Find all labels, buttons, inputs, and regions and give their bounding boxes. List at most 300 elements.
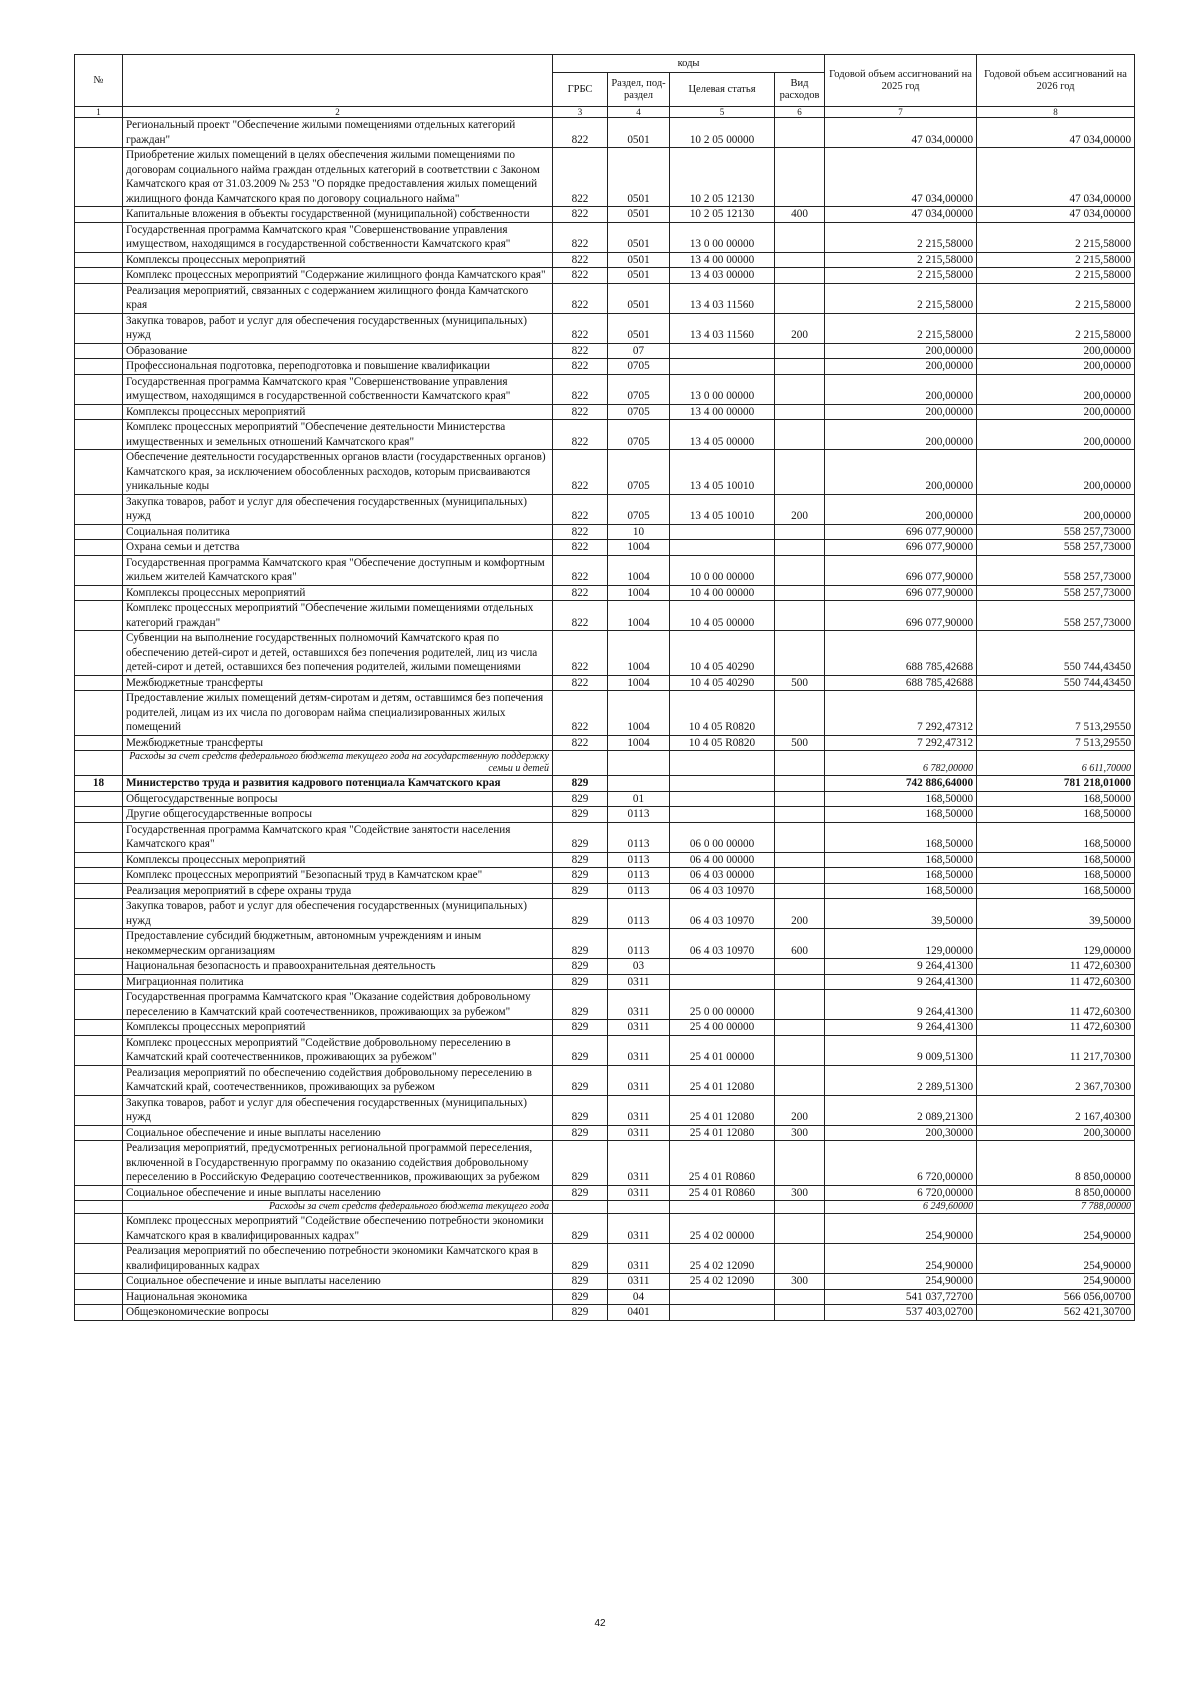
col-number: 7 xyxy=(825,107,977,118)
row-target-article: 25 4 01 R0860 xyxy=(670,1141,775,1186)
table-row xyxy=(75,1095,1135,1125)
row-amount-2026: 8 850,00000 xyxy=(977,1185,1135,1201)
row-target-article xyxy=(670,959,775,975)
row-amount-2026: 11 472,60300 xyxy=(977,990,1135,1020)
row-number xyxy=(75,207,123,223)
row-target-article xyxy=(670,359,775,375)
row-name: Национальная безопасность и правоохранительная деятельность xyxy=(123,959,553,975)
row-number xyxy=(75,852,123,868)
row-amount-2025: 688 785,42688 xyxy=(825,631,977,676)
row-amount-2025: 200,00000 xyxy=(825,359,977,375)
row-target-article: 13 4 05 00000 xyxy=(670,420,775,450)
table-row xyxy=(75,1141,1135,1186)
row-razdel: 0705 xyxy=(608,359,670,375)
row-amount-2025: 200,00000 xyxy=(825,450,977,495)
row-amount-2026: 7 513,29550 xyxy=(977,691,1135,736)
row-razdel: 0705 xyxy=(608,450,670,495)
row-number xyxy=(75,751,123,776)
row-name: Государственная программа Камчатского края "Обеспечение доступным и комфортным жильем жителей Камчатского края" xyxy=(123,555,553,585)
table-row xyxy=(75,404,1135,420)
row-amount-2025: 696 077,90000 xyxy=(825,524,977,540)
col-number: 6 xyxy=(775,107,825,118)
row-number xyxy=(75,118,123,148)
row-razdel: 0705 xyxy=(608,420,670,450)
table-row xyxy=(75,974,1135,990)
row-grbs: 829 xyxy=(553,1065,608,1095)
row-amount-2025: 200,00000 xyxy=(825,494,977,524)
table-row xyxy=(75,1125,1135,1141)
row-amount-2025: 6 249,60000 xyxy=(825,1201,977,1214)
row-number xyxy=(75,343,123,359)
row-name: Общегосударственные вопросы xyxy=(123,791,553,807)
row-expense-type xyxy=(775,585,825,601)
row-number xyxy=(75,585,123,601)
row-amount-2025: 9 264,41300 xyxy=(825,959,977,975)
table-row xyxy=(75,929,1135,959)
row-expense-type xyxy=(775,990,825,1020)
row-number xyxy=(75,313,123,343)
row-amount-2025: 168,50000 xyxy=(825,807,977,823)
row-amount-2025: 6 782,00000 xyxy=(825,751,977,776)
row-target-article xyxy=(670,776,775,792)
row-number xyxy=(75,222,123,252)
table-row xyxy=(75,601,1135,631)
row-amount-2026: 2 167,40300 xyxy=(977,1095,1135,1125)
row-grbs: 829 xyxy=(553,1020,608,1036)
row-amount-2025: 696 077,90000 xyxy=(825,540,977,556)
row-number xyxy=(75,1214,123,1244)
row-grbs: 822 xyxy=(553,631,608,676)
row-grbs: 829 xyxy=(553,776,608,792)
row-razdel: 0501 xyxy=(608,252,670,268)
table-row xyxy=(75,148,1135,207)
row-grbs: 822 xyxy=(553,420,608,450)
row-number xyxy=(75,1305,123,1321)
row-grbs: 822 xyxy=(553,343,608,359)
row-target-article: 06 4 00 00000 xyxy=(670,852,775,868)
header-target-article: Целевая статья xyxy=(670,73,775,107)
row-name: Комплексы процессных мероприятий xyxy=(123,1020,553,1036)
row-target-article xyxy=(670,791,775,807)
row-number xyxy=(75,959,123,975)
header-name xyxy=(123,55,553,107)
col-number: 4 xyxy=(608,107,670,118)
row-expense-type xyxy=(775,852,825,868)
table-row xyxy=(75,343,1135,359)
row-grbs: 829 xyxy=(553,791,608,807)
row-grbs: 829 xyxy=(553,1274,608,1290)
row-grbs: 822 xyxy=(553,148,608,207)
row-expense-type xyxy=(775,691,825,736)
header-2026: Годовой объем ассигнований на 2026 год xyxy=(977,55,1135,107)
row-amount-2026: 558 257,73000 xyxy=(977,555,1135,585)
row-amount-2026: 168,50000 xyxy=(977,822,1135,852)
row-number xyxy=(75,450,123,495)
row-expense-type: 400 xyxy=(775,207,825,223)
row-name: Министерство труда и развития кадрового потенциала Камчатского края xyxy=(123,776,553,792)
row-name: Закупка товаров, работ и услуг для обеспечения государственных (муниципальных) нужд xyxy=(123,494,553,524)
row-target-article xyxy=(670,524,775,540)
row-name: Закупка товаров, работ и услуг для обеспечения государственных (муниципальных) нужд xyxy=(123,899,553,929)
table-row xyxy=(75,776,1135,792)
row-amount-2026: 129,00000 xyxy=(977,929,1135,959)
row-expense-type xyxy=(775,959,825,975)
header-num: № xyxy=(75,55,123,107)
row-name: Другие общегосударственные вопросы xyxy=(123,807,553,823)
row-grbs: 829 xyxy=(553,1185,608,1201)
row-razdel: 0501 xyxy=(608,313,670,343)
row-name: Реализация мероприятий, предусмотренных региональной программой переселения, включенной в Государственную программу по оказанию содействия добровольному переселению в Российскую Федерацию соотечественников, проживающих за рубежом xyxy=(123,1141,553,1186)
row-number xyxy=(75,822,123,852)
row-name: Государственная программа Камчатского края "Содействие занятости населения Камчатского края" xyxy=(123,822,553,852)
row-expense-type xyxy=(775,148,825,207)
row-razdel: 03 xyxy=(608,959,670,975)
row-grbs: 822 xyxy=(553,374,608,404)
row-grbs: 822 xyxy=(553,222,608,252)
row-razdel: 0113 xyxy=(608,883,670,899)
row-target-article xyxy=(670,1305,775,1321)
row-amount-2025: 7 292,47312 xyxy=(825,735,977,751)
header-grbs: ГРБС xyxy=(553,73,608,107)
row-number xyxy=(75,1185,123,1201)
row-expense-type xyxy=(775,555,825,585)
row-target-article: 06 4 03 10970 xyxy=(670,929,775,959)
row-amount-2026: 200,00000 xyxy=(977,404,1135,420)
row-target-article: 10 4 05 R0820 xyxy=(670,691,775,736)
row-razdel: 0501 xyxy=(608,222,670,252)
row-amount-2026: 11 472,60300 xyxy=(977,1020,1135,1036)
row-amount-2025: 742 886,64000 xyxy=(825,776,977,792)
row-grbs: 822 xyxy=(553,283,608,313)
row-target-article: 13 4 03 11560 xyxy=(670,283,775,313)
row-amount-2026: 200,00000 xyxy=(977,420,1135,450)
row-name: Межбюджетные трансферты xyxy=(123,735,553,751)
row-expense-type xyxy=(775,252,825,268)
row-amount-2026: 2 215,58000 xyxy=(977,222,1135,252)
row-razdel: 04 xyxy=(608,1289,670,1305)
row-expense-type xyxy=(775,1244,825,1274)
row-name: Комплекс процессных мероприятий "Обеспечение жилыми помещениями отдельных категорий граждан" xyxy=(123,601,553,631)
row-amount-2026: 558 257,73000 xyxy=(977,585,1135,601)
row-number xyxy=(75,1141,123,1186)
table-row xyxy=(75,524,1135,540)
row-number xyxy=(75,868,123,884)
row-number xyxy=(75,735,123,751)
row-amount-2025: 254,90000 xyxy=(825,1214,977,1244)
row-name: Профессиональная подготовка, переподготовка и повышение квалификации xyxy=(123,359,553,375)
row-name: Реализация мероприятий, связанных с содержанием жилищного фонда Камчатского края xyxy=(123,283,553,313)
row-expense-type xyxy=(775,374,825,404)
row-target-article: 13 4 05 10010 xyxy=(670,450,775,495)
row-amount-2026: 168,50000 xyxy=(977,868,1135,884)
row-razdel: 1004 xyxy=(608,601,670,631)
row-target-article: 10 0 00 00000 xyxy=(670,555,775,585)
row-expense-type xyxy=(775,822,825,852)
row-grbs: 829 xyxy=(553,974,608,990)
table-row xyxy=(75,1201,1135,1214)
row-grbs: 822 xyxy=(553,252,608,268)
row-grbs: 822 xyxy=(553,268,608,284)
row-expense-type xyxy=(775,883,825,899)
row-expense-type xyxy=(775,404,825,420)
row-target-article: 25 4 02 00000 xyxy=(670,1214,775,1244)
row-name: Комплексы процессных мероприятий xyxy=(123,852,553,868)
row-target-article: 10 2 05 12130 xyxy=(670,207,775,223)
row-amount-2026: 200,00000 xyxy=(977,359,1135,375)
row-grbs: 822 xyxy=(553,524,608,540)
row-expense-type xyxy=(775,450,825,495)
row-expense-type: 500 xyxy=(775,735,825,751)
table-row xyxy=(75,268,1135,284)
row-amount-2026: 566 056,00700 xyxy=(977,1289,1135,1305)
row-expense-type xyxy=(775,868,825,884)
row-amount-2026: 168,50000 xyxy=(977,883,1135,899)
row-razdel: 0113 xyxy=(608,899,670,929)
row-name: Реализация мероприятий в сфере охраны труда xyxy=(123,883,553,899)
table-row xyxy=(75,1185,1135,1201)
table-row xyxy=(75,1305,1135,1321)
col-number: 5 xyxy=(670,107,775,118)
row-amount-2026: 200,30000 xyxy=(977,1125,1135,1141)
table-row xyxy=(75,807,1135,823)
row-razdel: 0113 xyxy=(608,868,670,884)
col-number: 3 xyxy=(553,107,608,118)
row-razdel: 0501 xyxy=(608,268,670,284)
table-row xyxy=(75,852,1135,868)
row-razdel: 0311 xyxy=(608,1274,670,1290)
row-target-article: 13 0 00 00000 xyxy=(670,222,775,252)
row-amount-2026: 168,50000 xyxy=(977,791,1135,807)
row-target-article: 13 0 00 00000 xyxy=(670,374,775,404)
row-name: Миграционная политика xyxy=(123,974,553,990)
row-razdel: 1004 xyxy=(608,675,670,691)
row-expense-type xyxy=(775,118,825,148)
row-number xyxy=(75,268,123,284)
row-razdel: 0401 xyxy=(608,1305,670,1321)
row-expense-type xyxy=(775,631,825,676)
row-grbs xyxy=(553,751,608,776)
row-razdel xyxy=(608,776,670,792)
row-target-article xyxy=(670,974,775,990)
row-grbs: 822 xyxy=(553,404,608,420)
row-amount-2025: 168,50000 xyxy=(825,868,977,884)
row-grbs: 822 xyxy=(553,601,608,631)
row-target-article: 10 4 05 40290 xyxy=(670,631,775,676)
row-name: Предоставление жилых помещений детям-сиротам и детям, оставшимся без попечения родителей, лицам из их числа по договорам найма специализированных жилых помещений xyxy=(123,691,553,736)
table-row xyxy=(75,1065,1135,1095)
row-number xyxy=(75,540,123,556)
row-amount-2025: 168,50000 xyxy=(825,883,977,899)
budget-table-sheet xyxy=(74,54,1134,1321)
row-razdel: 10 xyxy=(608,524,670,540)
row-amount-2025: 254,90000 xyxy=(825,1244,977,1274)
row-amount-2025: 6 720,00000 xyxy=(825,1141,977,1186)
row-target-article: 13 4 05 10010 xyxy=(670,494,775,524)
row-amount-2025: 39,50000 xyxy=(825,899,977,929)
row-number xyxy=(75,374,123,404)
row-grbs: 829 xyxy=(553,883,608,899)
row-name: Реализация мероприятий по обеспечению потребности экономики Камчатского края в квалифицированных кадрах xyxy=(123,1244,553,1274)
row-amount-2025: 2 215,58000 xyxy=(825,222,977,252)
row-number xyxy=(75,1125,123,1141)
table-row xyxy=(75,450,1135,495)
row-razdel: 0311 xyxy=(608,1095,670,1125)
row-expense-type xyxy=(775,601,825,631)
row-razdel: 0311 xyxy=(608,1035,670,1065)
row-amount-2026: 168,50000 xyxy=(977,852,1135,868)
row-amount-2025: 696 077,90000 xyxy=(825,555,977,585)
table-row xyxy=(75,959,1135,975)
table-row xyxy=(75,868,1135,884)
row-name: Комплексы процессных мероприятий xyxy=(123,404,553,420)
row-number xyxy=(75,899,123,929)
row-razdel: 1004 xyxy=(608,735,670,751)
table-body xyxy=(75,118,1135,1321)
row-razdel: 0705 xyxy=(608,494,670,524)
row-amount-2026: 2 215,58000 xyxy=(977,313,1135,343)
row-target-article: 25 4 02 12090 xyxy=(670,1274,775,1290)
row-target-article: 25 4 00 00000 xyxy=(670,1020,775,1036)
row-target-article: 13 4 00 00000 xyxy=(670,404,775,420)
row-amount-2025: 200,30000 xyxy=(825,1125,977,1141)
row-expense-type: 200 xyxy=(775,313,825,343)
row-amount-2025: 200,00000 xyxy=(825,420,977,450)
row-number xyxy=(75,555,123,585)
row-amount-2026: 200,00000 xyxy=(977,450,1135,495)
row-razdel: 1004 xyxy=(608,540,670,556)
row-amount-2026: 2 215,58000 xyxy=(977,252,1135,268)
row-target-article xyxy=(670,807,775,823)
table-row xyxy=(75,585,1135,601)
row-expense-type xyxy=(775,791,825,807)
row-target-article: 10 4 05 R0820 xyxy=(670,735,775,751)
row-razdel: 0705 xyxy=(608,374,670,404)
row-expense-type xyxy=(775,222,825,252)
row-number xyxy=(75,990,123,1020)
row-target-article: 06 4 03 10970 xyxy=(670,899,775,929)
row-grbs: 829 xyxy=(553,822,608,852)
row-name: Закупка товаров, работ и услуг для обеспечения государственных (муниципальных) нужд xyxy=(123,1095,553,1125)
row-name: Государственная программа Камчатского края "Совершенствование управления имуществом, находящимся в государственной собственности Камчатского края" xyxy=(123,374,553,404)
row-name: Реализация мероприятий по обеспечению содействия добровольному переселению в Камчатский край, соотечественников, проживающих за рубежом xyxy=(123,1065,553,1095)
row-amount-2026: 6 611,70000 xyxy=(977,751,1135,776)
row-expense-type xyxy=(775,776,825,792)
table-row xyxy=(75,675,1135,691)
row-amount-2025: 696 077,90000 xyxy=(825,585,977,601)
row-target-article: 10 2 05 00000 xyxy=(670,118,775,148)
row-expense-type xyxy=(775,1020,825,1036)
row-amount-2025: 9 264,41300 xyxy=(825,974,977,990)
row-name: Расходы за счет средств федерального бюджета текущего года xyxy=(123,1201,553,1214)
row-name: Комплексы процессных мероприятий xyxy=(123,252,553,268)
row-number xyxy=(75,631,123,676)
row-amount-2026: 39,50000 xyxy=(977,899,1135,929)
row-name: Социальная политика xyxy=(123,524,553,540)
row-name: Комплексы процессных мероприятий xyxy=(123,585,553,601)
row-expense-type xyxy=(775,1289,825,1305)
table-row xyxy=(75,1035,1135,1065)
row-number xyxy=(75,1274,123,1290)
row-number xyxy=(75,883,123,899)
row-grbs: 822 xyxy=(553,207,608,223)
row-razdel: 0311 xyxy=(608,1214,670,1244)
row-grbs: 822 xyxy=(553,691,608,736)
row-grbs: 829 xyxy=(553,1214,608,1244)
row-amount-2025: 200,00000 xyxy=(825,343,977,359)
row-number xyxy=(75,524,123,540)
row-grbs: 829 xyxy=(553,899,608,929)
row-amount-2026: 2 215,58000 xyxy=(977,268,1135,284)
row-expense-type: 300 xyxy=(775,1125,825,1141)
row-name: Межбюджетные трансферты xyxy=(123,675,553,691)
row-grbs: 822 xyxy=(553,585,608,601)
row-number xyxy=(75,675,123,691)
row-target-article: 13 4 03 00000 xyxy=(670,268,775,284)
row-number xyxy=(75,359,123,375)
row-target-article: 25 4 02 12090 xyxy=(670,1244,775,1274)
row-amount-2025: 200,00000 xyxy=(825,374,977,404)
row-grbs: 822 xyxy=(553,675,608,691)
row-name: Социальное обеспечение и иные выплаты населению xyxy=(123,1185,553,1201)
row-number xyxy=(75,974,123,990)
row-number xyxy=(75,148,123,207)
row-amount-2026: 7 788,00000 xyxy=(977,1201,1135,1214)
table-row xyxy=(75,494,1135,524)
row-name: Капитальные вложения в объекты государственной (муниципальной) собственности xyxy=(123,207,553,223)
row-amount-2026: 8 850,00000 xyxy=(977,1141,1135,1186)
row-razdel: 1004 xyxy=(608,585,670,601)
row-razdel: 0311 xyxy=(608,1141,670,1186)
row-grbs: 829 xyxy=(553,1125,608,1141)
row-expense-type xyxy=(775,420,825,450)
table-row xyxy=(75,791,1135,807)
row-razdel: 0311 xyxy=(608,1065,670,1095)
row-razdel: 0311 xyxy=(608,974,670,990)
row-expense-type xyxy=(775,359,825,375)
row-amount-2025: 2 215,58000 xyxy=(825,252,977,268)
row-grbs: 822 xyxy=(553,450,608,495)
table-row xyxy=(75,1289,1135,1305)
row-name: Социальное обеспечение и иные выплаты населению xyxy=(123,1125,553,1141)
row-razdel: 01 xyxy=(608,791,670,807)
row-amount-2026: 7 513,29550 xyxy=(977,735,1135,751)
row-razdel: 0501 xyxy=(608,207,670,223)
row-number xyxy=(75,1244,123,1274)
row-grbs: 829 xyxy=(553,807,608,823)
row-amount-2025: 696 077,90000 xyxy=(825,601,977,631)
row-name: Государственная программа Камчатского края "Оказание содействия добровольному переселению в Камчатский край соотечественников, проживающих за рубежом" xyxy=(123,990,553,1020)
row-expense-type xyxy=(775,974,825,990)
row-number xyxy=(75,929,123,959)
row-amount-2026: 47 034,00000 xyxy=(977,148,1135,207)
row-number xyxy=(75,691,123,736)
row-target-article: 10 2 05 12130 xyxy=(670,148,775,207)
table-row xyxy=(75,883,1135,899)
row-razdel: 0705 xyxy=(608,404,670,420)
row-expense-type: 200 xyxy=(775,899,825,929)
table-row xyxy=(75,1244,1135,1274)
row-amount-2026: 200,00000 xyxy=(977,343,1135,359)
row-amount-2026: 11 472,60300 xyxy=(977,974,1135,990)
row-razdel: 0113 xyxy=(608,807,670,823)
row-grbs: 829 xyxy=(553,1289,608,1305)
row-target-article xyxy=(670,540,775,556)
row-amount-2025: 2 215,58000 xyxy=(825,313,977,343)
row-name: Комплекс процессных мероприятий "Содержание жилищного фонда Камчатского края" xyxy=(123,268,553,284)
row-expense-type xyxy=(775,1214,825,1244)
row-amount-2025: 47 034,00000 xyxy=(825,207,977,223)
row-razdel: 0311 xyxy=(608,1185,670,1201)
